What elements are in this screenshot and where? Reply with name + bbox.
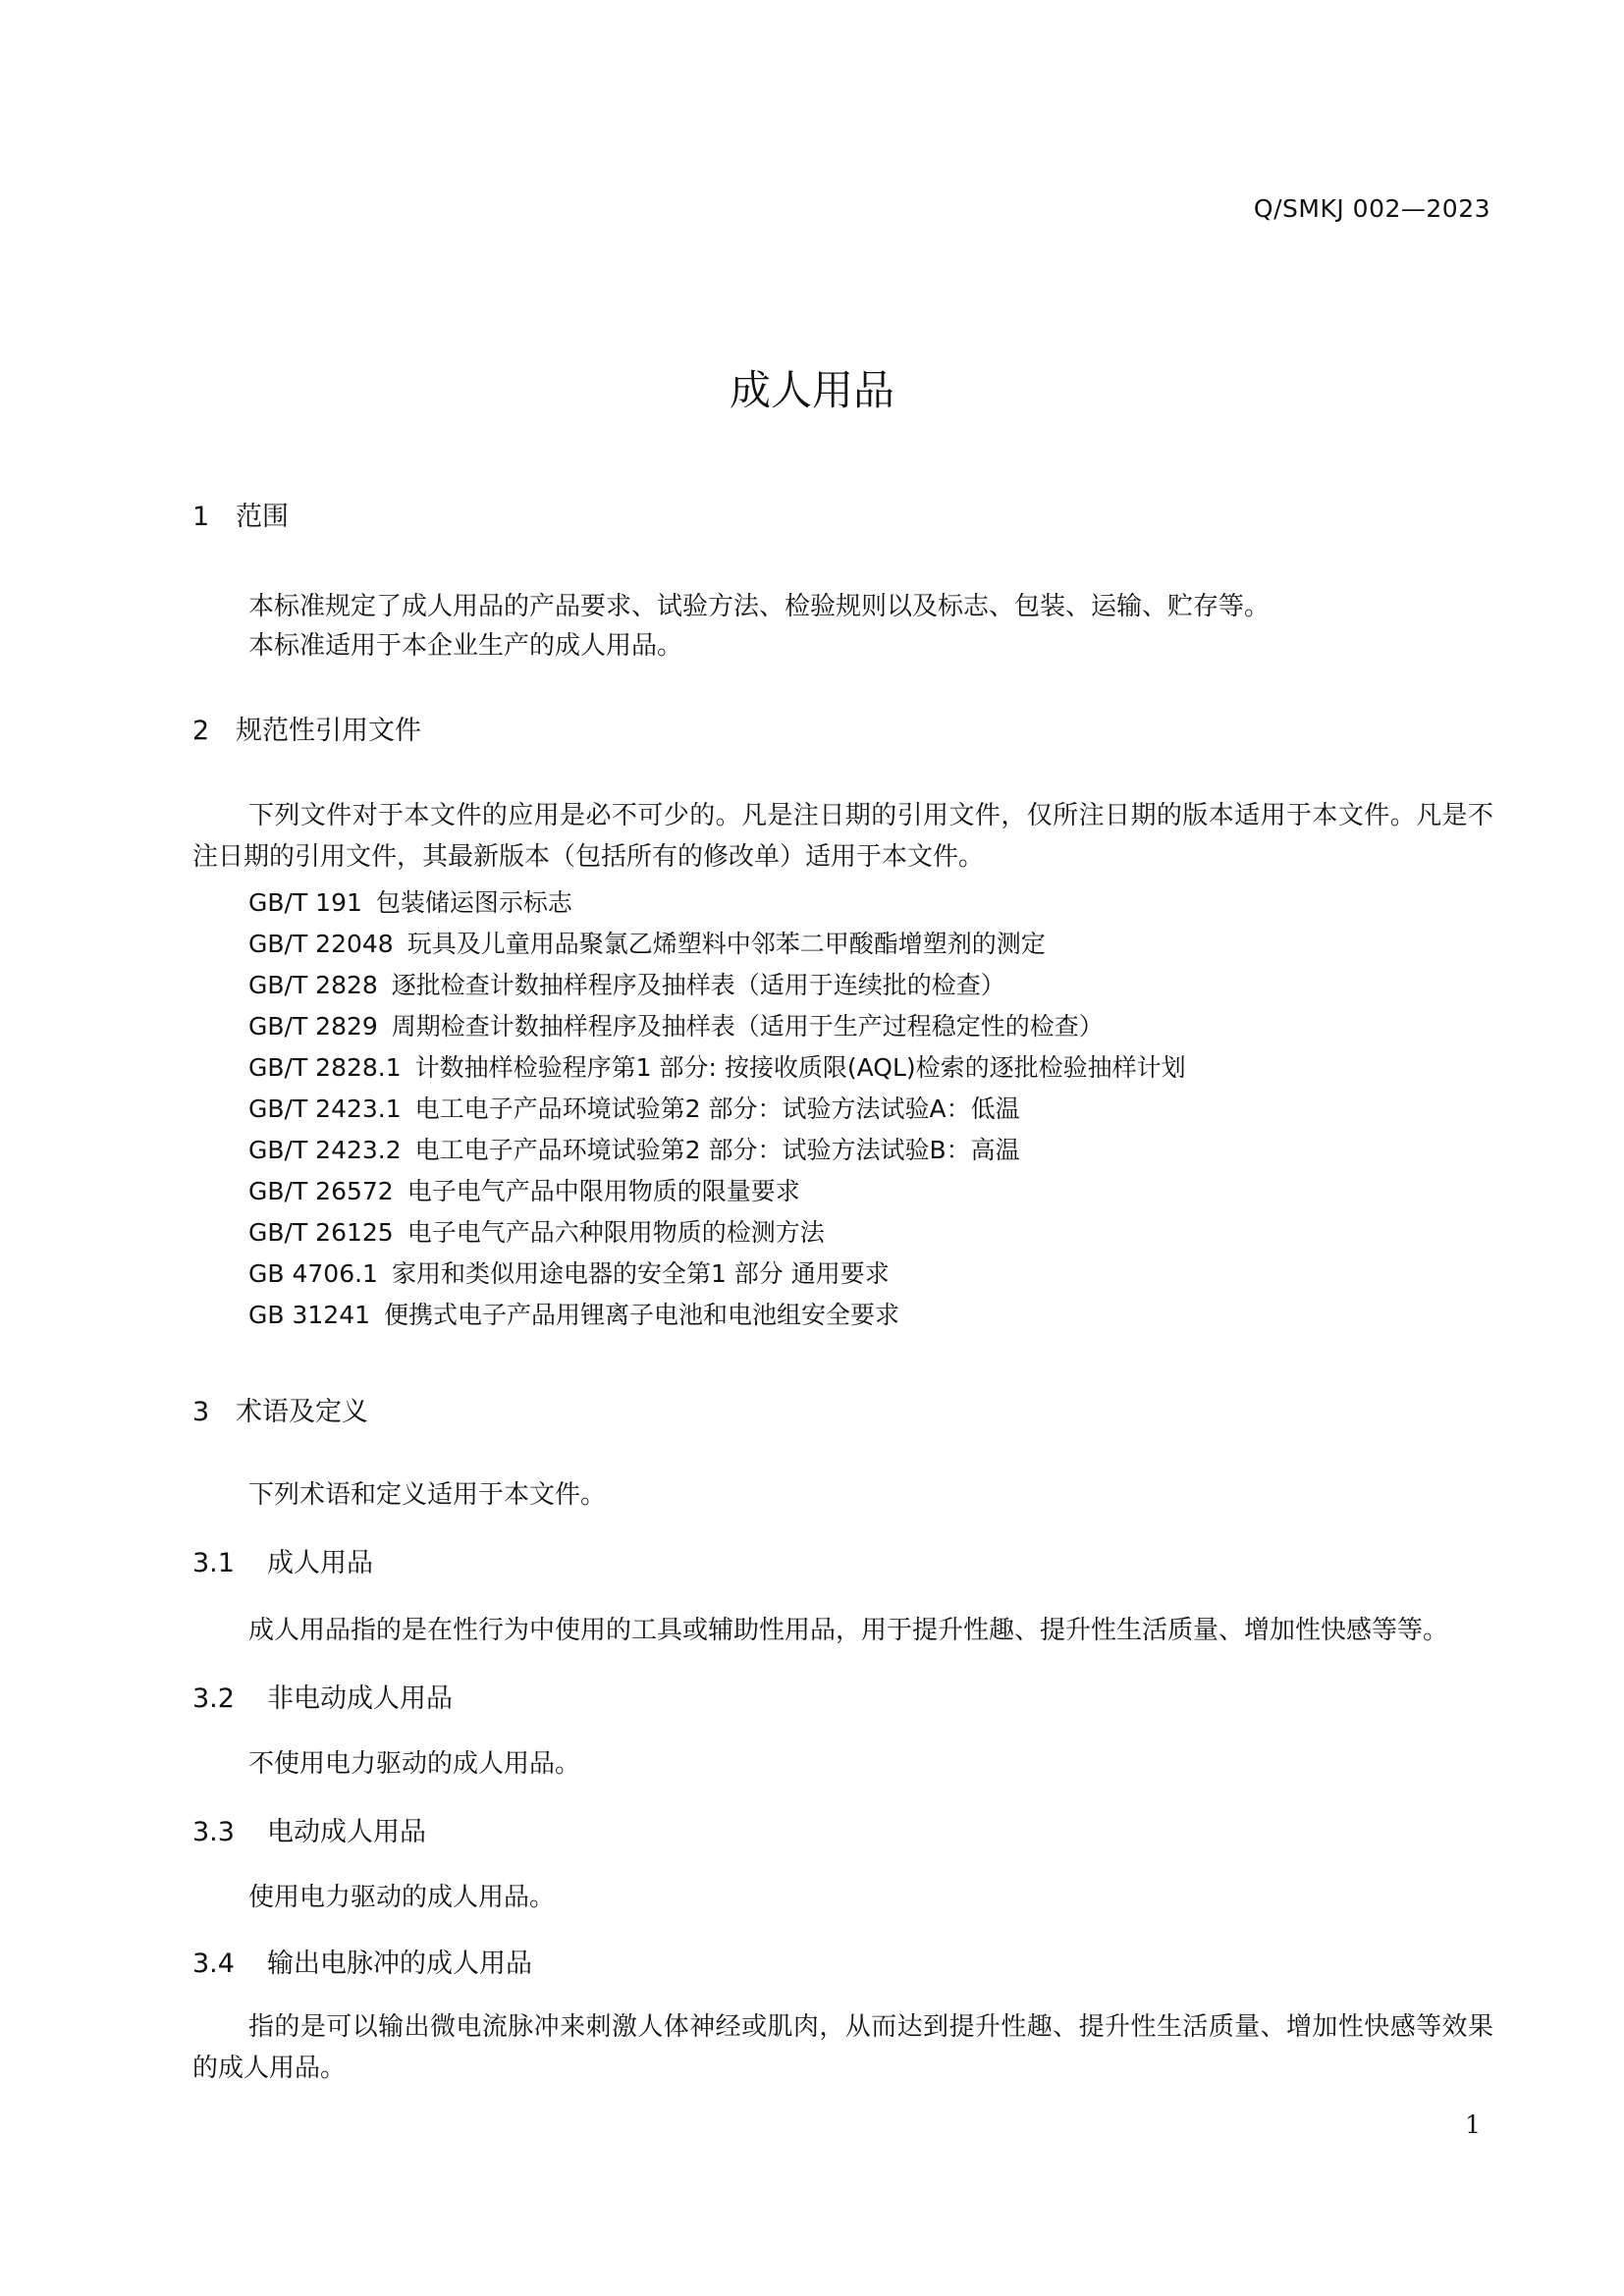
- page-title: 成人用品: [729, 366, 894, 414]
- reference-code: GB/T 2828.1: [248, 1053, 402, 1082]
- term-number: 3.2: [192, 1683, 235, 1714]
- reference-item: [248, 1131, 1020, 1166]
- reference-title: 电子电气产品六种限用物质的检测方法: [406, 1218, 825, 1247]
- section-number: 2: [192, 716, 210, 746]
- reference-title: 包装储运图示标志: [375, 888, 572, 917]
- reference-title: 玩具及儿童用品聚氯乙烯塑料中邻苯二甲酸酯增塑剂的测定: [406, 930, 1046, 958]
- term-heading: [192, 1677, 453, 1715]
- reference-item: [248, 1172, 800, 1207]
- reference-code: GB/T 2829: [248, 1012, 378, 1041]
- paragraph: 本标准适用于本企业生产的成人用品。: [248, 631, 683, 661]
- reference-code: GB/T 2828: [248, 971, 378, 999]
- section-3-intro: 下列术语和定义适用于本文件。: [248, 1480, 607, 1510]
- term-name: 成人用品: [267, 1548, 373, 1578]
- reference-item: [248, 1213, 825, 1249]
- reference-code: GB/T 2423.2: [248, 1136, 402, 1164]
- term-number: 3.3: [192, 1817, 235, 1847]
- reference-code: GB 4706.1: [248, 1259, 378, 1288]
- term-definition: 指的是可以输出微电流脉冲来刺激人体神经或肌肉，从而达到提升性趣、提升性生活质量、增加性快感等效果的成人用品。: [192, 2012, 1493, 2083]
- term-heading: [192, 1942, 532, 1980]
- reference-item: [248, 925, 1046, 960]
- term-name: 输出电脉冲的成人用品: [267, 1949, 532, 1979]
- reference-code: GB/T 22048: [248, 930, 394, 958]
- section-2-heading: [192, 709, 421, 747]
- reference-code: GB/T 26125: [248, 1218, 394, 1247]
- document-code: Q/SMKJ 002—2023: [1253, 194, 1490, 223]
- section-title: 范围: [236, 502, 289, 532]
- reference-title: 电子电气产品中限用物质的限量要求: [406, 1177, 800, 1205]
- section-title: 术语及定义: [236, 1397, 368, 1427]
- section-number: 3: [192, 1397, 210, 1427]
- section-number: 1: [192, 502, 210, 532]
- term-heading: [192, 1541, 373, 1579]
- section-title: 规范性引用文件: [236, 716, 421, 746]
- term-definition: 不使用电力驱动的成人用品。: [248, 1749, 581, 1779]
- term-definition: 成人用品指的是在性行为中使用的工具或辅助性用品，用于提升性趣、提升性生活质量、增加性快感等等。: [248, 1616, 1449, 1645]
- section-2-intro: 下列文件对于本文件的应用是必不可少的。凡是注日期的引用文件，仅所注日期的版本适用于本文件。凡是不注日期的引用文件，其最新版本（包括所有的修改单）适用于本文件。: [192, 801, 1493, 872]
- reference-item: [248, 1007, 1104, 1042]
- reference-title: 逐批检查计数抽样程序及抽样表（适用于连续批的检查）: [391, 971, 1005, 999]
- page-number: 1: [1465, 2110, 1481, 2139]
- term-number: 3.1: [192, 1548, 235, 1578]
- section-1-heading: [192, 495, 289, 533]
- term-name: 非电动成人用品: [267, 1683, 453, 1714]
- reference-title: 电工电子产品环境试验第2 部分：试验方法试验B：高温: [414, 1136, 1020, 1164]
- reference-title: 计数抽样检验程序第1 部分: 按接收质限(AQL)检索的逐批检验抽样计划: [414, 1053, 1186, 1082]
- reference-title: 周期检查计数抽样程序及抽样表（适用于生产过程稳定性的检查）: [391, 1012, 1104, 1041]
- term-name: 电动成人用品: [267, 1817, 426, 1847]
- reference-code: GB/T 191: [248, 888, 362, 917]
- reference-item: [248, 1048, 1186, 1084]
- reference-code: GB/T 2423.1: [248, 1095, 402, 1123]
- reference-code: GB 31241: [248, 1301, 370, 1329]
- reference-title: 便携式电子产品用锂离子电池和电池组安全要求: [384, 1301, 900, 1329]
- reference-item: [248, 1255, 890, 1290]
- section-3-heading: [192, 1390, 368, 1428]
- reference-code: GB/T 26572: [248, 1177, 394, 1205]
- term-definition: 使用电力驱动的成人用品。: [248, 1883, 556, 1912]
- reference-title: 家用和类似用途电器的安全第1 部分 通用要求: [391, 1259, 890, 1288]
- paragraph: 本标准规定了成人用品的产品要求、试验方法、检验规则以及标志、包装、运输、贮存等。: [248, 592, 1271, 621]
- reference-item: [248, 1296, 899, 1331]
- reference-item: [248, 1090, 1020, 1125]
- term-number: 3.4: [192, 1949, 235, 1979]
- reference-item: [248, 966, 1005, 1001]
- reference-title: 电工电子产品环境试验第2 部分：试验方法试验A：低温: [414, 1095, 1020, 1123]
- term-heading: [192, 1810, 426, 1848]
- reference-item: [248, 883, 572, 919]
